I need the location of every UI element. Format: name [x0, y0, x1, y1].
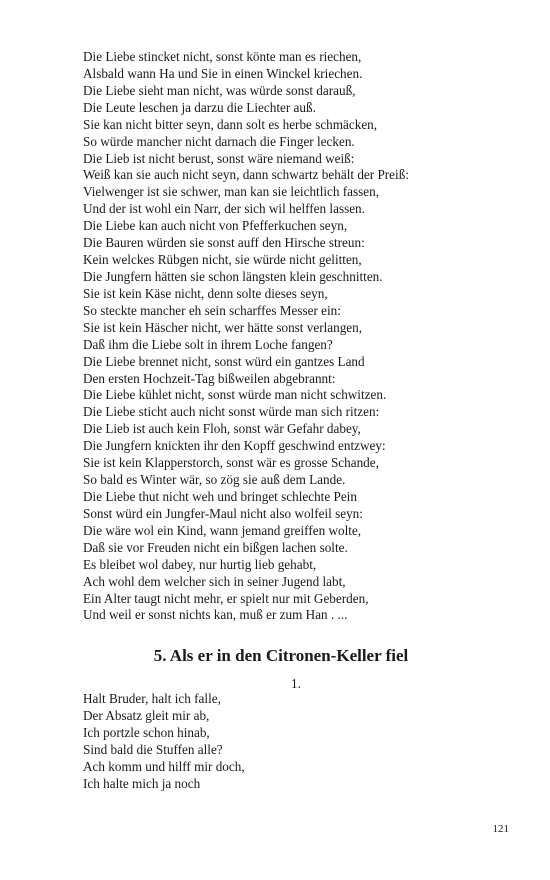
poem-line: Sie ist kein Käse nicht, denn solte dieses seyn, [83, 285, 328, 301]
poem-line: Den ersten Hochzeit-Tag bißweilen abgebrannt: [83, 370, 336, 386]
poem-line: Alsbald wann Ha und Sie in einen Winckel kriechen. [83, 65, 363, 81]
poem-line: So bald es Winter wär, so zög sie auß dem Lande. [83, 472, 346, 488]
poem-line: Und der ist wohl ein Narr, der sich wil helffen lassen. [83, 201, 365, 217]
poem-line: Die Liebe sticht auch nicht sonst würde man sich ritzen: [83, 404, 380, 420]
poem-line: Sonst würd ein Jungfer-Maul nicht also wolfeil seyn: [83, 505, 363, 521]
poem-line: Die Liebe stincket nicht, sonst könte man es riechen, [83, 49, 362, 64]
verse-line: Ich portzle schon hinab, [83, 724, 210, 740]
verse-line: Halt Bruder, halt ich falle, [83, 691, 221, 706]
poem-line: Die wäre wol ein Kind, wann jemand greiffen wolte, [83, 522, 362, 538]
poem-line: Die Liebe kühlet nicht, sonst würde man nicht schwitzen. [83, 387, 387, 403]
poem-line: Es bleibet wol dabey, nur hurtig lieb gehabt, [83, 556, 317, 572]
poem-line: Sie ist kein Klapperstorch, sonst wär es grosse Schande, [83, 455, 379, 471]
poem-line: Weiß kan sie auch nicht seyn, dann schwartz behält der Preiß: [83, 167, 409, 183]
poem-line: Die Liebe thut nicht weh und bringet schlechte Pein [83, 488, 357, 504]
verse-line: Der Absatz gleit mir ab, [83, 707, 210, 723]
poem-line: So würde mancher nicht darnach die Finger lecken. [83, 133, 355, 149]
page-number: 121 [492, 823, 509, 835]
poem-line: Vielwenger ist sie schwer, man kan sie leichtlich fassen, [83, 184, 380, 200]
poem-line: Die Liebe brennet nicht, sonst würd ein gantzes Land [83, 353, 365, 369]
poem-line: Ach wohl dem welcher sich in seiner Jugend labt, [83, 573, 346, 589]
poem-line: Sie kan nicht bitter seyn, dann solt es herbe schmäcken, [83, 116, 378, 132]
poem-line: Die Jungfern hätten sie schon längsten klein geschnitten. [83, 268, 383, 284]
verse-line: Ich halte mich ja noch [83, 775, 201, 791]
poem-text [83, 49, 523, 624]
verse-text [83, 691, 523, 793]
poem-line: Kein welckes Rübgen nicht, sie würde nicht gelitten, [83, 252, 362, 268]
verse-line: Ach komm und hilff mir doch, [83, 758, 245, 774]
stanza-number: 1. [291, 676, 301, 691]
section-heading: 5. Als er in den Citronen-Keller fiel [153, 646, 409, 665]
poem-line: Und weil er sonst nichts kan, muß er zum Han . ... [83, 607, 348, 623]
poem-line: Die Bauren würden sie sonst auff den Hirsche streun: [83, 235, 365, 251]
poem-line: Sie ist kein Häscher nicht, wer hätte sonst verlangen, [83, 319, 363, 335]
poem-line: Die Liebe kan auch nicht von Pfefferkuchen seyn, [83, 218, 348, 234]
poem-line: Die Lieb ist nicht berust, sonst wäre niemand weiß: [83, 150, 355, 166]
poem-line: Ein Alter taugt nicht mehr, er spielt nur mit Geberden, [83, 590, 369, 606]
poem-line: Daß sie vor Freuden nicht ein bißgen lachen solte. [83, 539, 348, 555]
poem-line: Die Jungfern knickten ihr den Kopff geschwind entzwey: [83, 438, 386, 454]
verse-line: Sind bald die Stuffen alle? [83, 741, 223, 757]
poem-line: So steckte mancher eh sein scharffes Messer ein: [83, 302, 341, 318]
poem-line: Daß ihm die Liebe solt in ihrem Loche fangen? [83, 336, 333, 352]
poem-line: Die Liebe sieht man nicht, was würde sonst darauß, [83, 82, 356, 98]
poem-line: Die Leute leschen ja darzu die Liechter auß. [83, 99, 316, 115]
poem-line: Die Lieb ist auch kein Floh, sonst wär Gefahr dabey, [83, 421, 361, 437]
